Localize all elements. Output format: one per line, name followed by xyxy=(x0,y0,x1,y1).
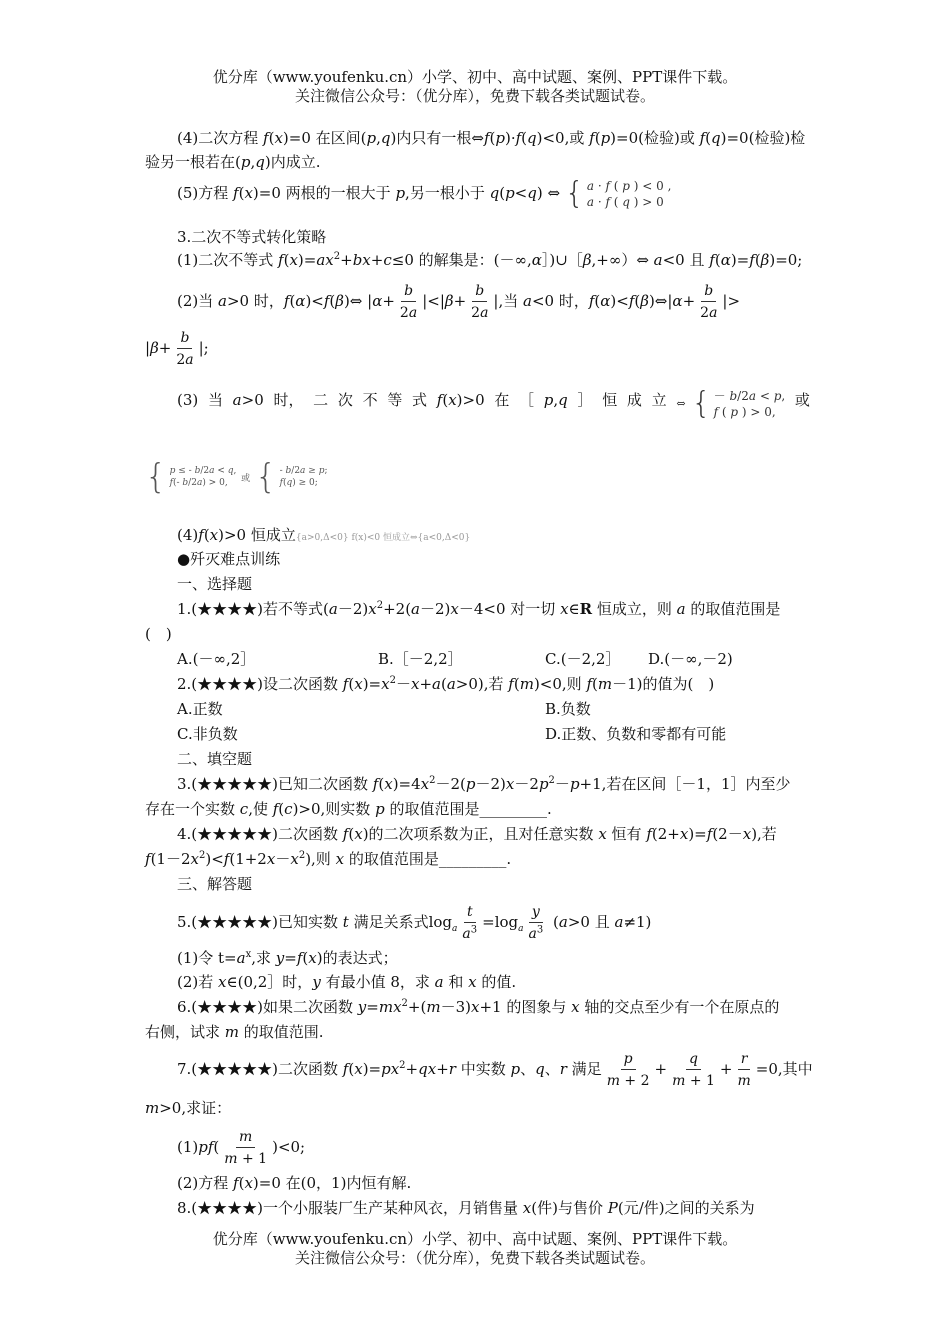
question-2-options-row-1 xyxy=(0,698,950,720)
option-b[interactable]: B.负数 xyxy=(545,700,591,718)
header-line-2: 关注微信公众号：（优分库），免费下载各类试题试卷。 xyxy=(294,87,655,105)
item-3-2-cont: |β+ $\frac{b}{2a}$ |; xyxy=(145,329,209,368)
option-b[interactable]: B.［－2,2］ xyxy=(378,650,463,668)
option-c[interactable]: C.(－2,2］ xyxy=(545,650,621,668)
answer-blank[interactable]: _________ xyxy=(479,800,547,818)
item-5: (5)方程 f(x)=0 两根的一根大于 p,另一根小于 q(p<q) ⇔ { a · f ( p ) < 0 , a · f ( q ) > 0 xyxy=(177,176,672,211)
question-5-part-1: (1)令 $t=a^x$,求 y=f(x)的表达式； xyxy=(177,949,398,967)
question-7-line-2: m>0,求证： xyxy=(145,1099,232,1117)
section-3-title: 3.二次不等式转化策略 xyxy=(177,228,327,246)
option-c[interactable]: C.非负数 xyxy=(177,725,238,743)
question-7-part-2: (2)方程 f(x)=0 在(0，1)内恒有解. xyxy=(177,1174,412,1192)
footer-line-1: 优分库（www.youfenku.cn）小学、初中、高中试题、案例、PPT课件下载。 xyxy=(212,1230,738,1248)
question-6-line-1: 6.(★★★★)如果二次函数 $y=mx^2+(m-3)x+1$ 的图象与 x 轴的交点至少有一个在原点的 xyxy=(177,998,780,1016)
section-choice: 一、选择题 xyxy=(177,575,253,593)
question-5-part-2: (2)若 x∈(0,2］时，y 有最小值 8，求 a 和 x 的值. xyxy=(177,973,517,991)
section-fill: 二、填空题 xyxy=(177,750,253,768)
question-1-paren: ( ) xyxy=(145,625,172,643)
header-line-1: 优分库（www.youfenku.cn）小学、初中、高中试题、案例、PPT课件下载。 xyxy=(212,68,738,86)
section-solve: 三、解答题 xyxy=(177,875,253,893)
footer-line-2: 关注微信公众号：（优分库），免费下载各类试题试卷。 xyxy=(294,1249,655,1267)
question-6-line-2: 右侧，试求 m 的取值范围. xyxy=(145,1023,324,1041)
option-a[interactable]: A.正数 xyxy=(177,700,223,718)
question-1: 1.(★★★★)若不等式$(a-2)x^2+2(a-2)x-4<0$ 对一切 x∈R 恒成立，则 a 的取值范围是 xyxy=(177,600,781,618)
answer-blank[interactable]: _________ xyxy=(438,850,507,868)
question-2: 2.(★★★★)设二次函数 $f(x)=x^2-x+a(a>0)$,若 f(m)<0,则 f(m－1)的值为( ) xyxy=(177,675,715,693)
item-3-3: (3) 当 a>0 时， 二 次 不 等 式 f(x)>0 在 ［ p,q ］ 恒 成 立 ⇔ { － b/2a < p, f ( p ) > 0, 或 xyxy=(177,386,810,421)
question-4-line-1: 4.(★★★★★)二次函数 f(x)的二次项系数为正，且对任意实数 x 恒有 f(2+x)=f(2－x),若 xyxy=(177,825,777,843)
condition-system-small: { p ≤ - b/2a < q, f(- b/2a) > 0, 或 { - b/2a ≥ p; f(q) ≥ 0; xyxy=(145,457,328,497)
item-4-line-1: (4)二次方程 f(x)=0 在区间(p,q)内只有一根⇔f(p)·f(q)<0,或 f(p)=0(检验)或 f(q)=0(检验)检 xyxy=(177,129,806,147)
option-a[interactable]: A.(－∞,2］ xyxy=(177,650,256,668)
question-5: 5.(★★★★★)已知实数 t 满足关系式$\log_a$ $\frac{t}{a^3}$ $=\log_a$ $\frac{y}{a^3}$ (a>0 且 a≠1) xyxy=(177,903,652,942)
question-7-part-1: (1)pf( $\frac{m}{m + 1}$ )<0; xyxy=(177,1128,306,1167)
item-3-2: (2)当 a>0 时，f(α)<f(β)⇔ |α+ $\frac{b}{2a}$ |<|β+ $\frac{b}{2a}$ |,当 a<0 时，f(α)<f(β)⇔|α+ $\frac{b}{2a}$ |> xyxy=(177,282,741,321)
hard-points-title: ●歼灭难点训练 xyxy=(177,550,281,568)
item-3-4: (4)f(x)>0 恒成立{a>0,Δ<0} f(x)<0 恒成立⇔{a<0,Δ<0} xyxy=(177,526,471,544)
option-d[interactable]: D.正数、负数和零都有可能 xyxy=(545,725,727,743)
item-3-1: (1)二次不等式 $f(x)=ax^2+bx+c\le 0$ 的解集是：(－∞,α］)∪［β,+∞）⇔ a<0 且 f(α)=f(β)=0; xyxy=(177,251,803,269)
question-1-options xyxy=(0,648,950,670)
question-8-line-1: 8.(★★★★)一个小服装厂生产某种风衣，月销售量 x(件)与售价 P(元/件)之间的关系为 xyxy=(177,1199,755,1217)
question-4-line-2: $f(1-2x^2)<f(1+2x-x^2)$,则 x 的取值范围是_________. xyxy=(145,850,512,868)
question-3-line-1: 3.(★★★★★)已知二次函数 $f(x)=4x^2-2(p-2)x-2p^2-p+1$,若在区间［－1，1］内至少 xyxy=(177,775,791,793)
item-4-line-2: 验另一根若在(p,q)内成立. xyxy=(145,153,321,171)
question-7-line-1: 7.(★★★★★)二次函数 $f(x)=px^2+qx+r$ 中实数 p、q、r 满足 $\frac{p}{m + 2}$ + $\frac{q}{m + 1}$ + $\frac{r}{m}$ =0,其中 xyxy=(177,1050,813,1089)
question-3-line-2: 存在一个实数 c,使 f(c)>0,则实数 p 的取值范围是_________. xyxy=(145,800,552,818)
option-d[interactable]: D.(－∞,－2) xyxy=(648,650,733,668)
question-2-options-row-2 xyxy=(0,723,950,745)
condition-system: { a · f ( p ) < 0 , a · f ( q ) > 0 xyxy=(564,176,672,211)
